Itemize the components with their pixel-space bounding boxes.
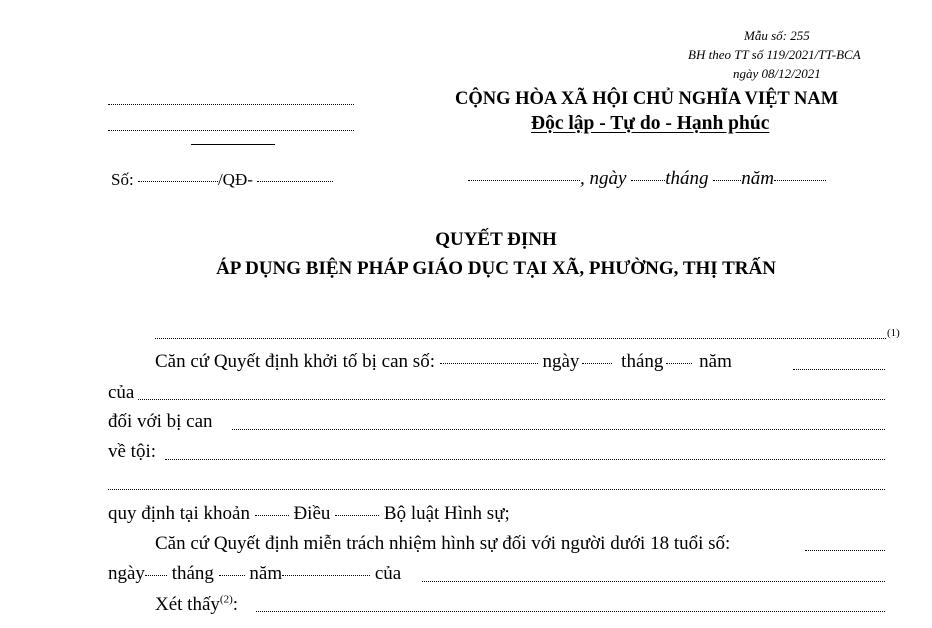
agency-underline xyxy=(191,144,275,145)
year-label: năm xyxy=(699,351,732,372)
consideration-line xyxy=(155,594,238,616)
penal-code-label: Bộ luật Hình sự; xyxy=(383,503,510,524)
month-field[interactable] xyxy=(666,363,692,364)
day-label: ngày xyxy=(542,351,580,372)
issuer-line xyxy=(108,382,134,404)
title-subject: ÁP DỤNG BIỆN PHÁP GIÁO DỤC TẠI XÃ, PHƯỜNG, THỊ TRẤN xyxy=(216,258,776,279)
issuer-field[interactable] xyxy=(138,399,885,400)
month-field[interactable] xyxy=(713,180,741,181)
so-label: Số: xyxy=(111,170,134,189)
prosecution-decision-number[interactable] xyxy=(440,363,538,364)
consideration-field[interactable] xyxy=(256,611,885,612)
form-issued-by: BH theo TT số 119/2021/TT-BCA xyxy=(688,47,861,62)
clause-label: quy định tại khoản xyxy=(108,503,250,524)
decision-number-field[interactable] xyxy=(138,181,218,182)
decision-suffix-field[interactable] xyxy=(257,181,333,182)
date-comma: , xyxy=(580,168,585,189)
day-label: ngày xyxy=(108,563,145,584)
month-label: tháng xyxy=(665,168,709,189)
basis-line-2 xyxy=(155,533,730,555)
clause-field[interactable] xyxy=(255,515,289,516)
cua-label: của xyxy=(108,382,135,403)
exemption-issuer-field[interactable] xyxy=(422,581,885,582)
law-reference-line xyxy=(108,503,510,525)
form-number: Mẫu số: 255 xyxy=(744,28,810,43)
form-issued-date: ngày 08/12/2021 xyxy=(733,66,821,81)
authority-field[interactable] xyxy=(155,338,886,339)
qd-label: /QĐ- xyxy=(217,170,253,189)
year-field-1[interactable] xyxy=(793,369,885,370)
decision-number-row xyxy=(111,170,333,190)
basis-line-1 xyxy=(155,351,732,373)
basis-2-label: Căn cứ Quyết định miễn trách nhiệm hình sự đối với người dưới 18 tuổi số: xyxy=(155,533,731,554)
day-field[interactable] xyxy=(582,363,612,364)
crime-field[interactable] xyxy=(165,459,885,460)
footnote-2: (2) xyxy=(219,593,233,606)
article-field[interactable] xyxy=(335,515,379,516)
month-label: tháng xyxy=(171,563,214,584)
crime-label: về tội: xyxy=(108,441,157,462)
crime-line xyxy=(108,441,156,463)
country-name: CỘNG HÒA XÃ HỘI CHỦ NGHĨA VIỆT NAM xyxy=(455,89,839,109)
month-field[interactable] xyxy=(219,575,245,576)
agency-line-1[interactable] xyxy=(108,104,354,105)
place-date-row xyxy=(468,168,826,190)
accused-line xyxy=(108,411,213,433)
place-field[interactable] xyxy=(468,180,580,181)
day-field[interactable] xyxy=(145,575,167,576)
crime-field-continued[interactable] xyxy=(108,489,885,490)
agency-line-2[interactable] xyxy=(108,130,354,131)
exemption-decision-number[interactable] xyxy=(805,550,885,551)
title-decision: QUYẾT ĐỊNH xyxy=(435,229,557,250)
day-label: ngày xyxy=(589,168,627,189)
accused-field[interactable] xyxy=(232,429,885,430)
year-label: năm xyxy=(249,563,283,584)
year-field[interactable] xyxy=(774,180,826,181)
day-field[interactable] xyxy=(631,180,665,181)
month-label: tháng xyxy=(621,351,664,372)
national-motto: Độc lập - Tự do - Hạnh phúc xyxy=(531,113,770,134)
exemption-date-line xyxy=(108,563,401,585)
colon: : xyxy=(232,594,239,615)
year-label: năm xyxy=(741,168,774,189)
article-label: Điều xyxy=(293,503,331,524)
cua-label: của xyxy=(374,563,402,584)
consideration-label: Xét thấy xyxy=(155,594,220,615)
year-field[interactable] xyxy=(282,575,370,576)
basis-1-label: Căn cứ Quyết định khởi tố bị can số: xyxy=(155,351,435,372)
accused-label: đối với bị can xyxy=(108,411,213,432)
